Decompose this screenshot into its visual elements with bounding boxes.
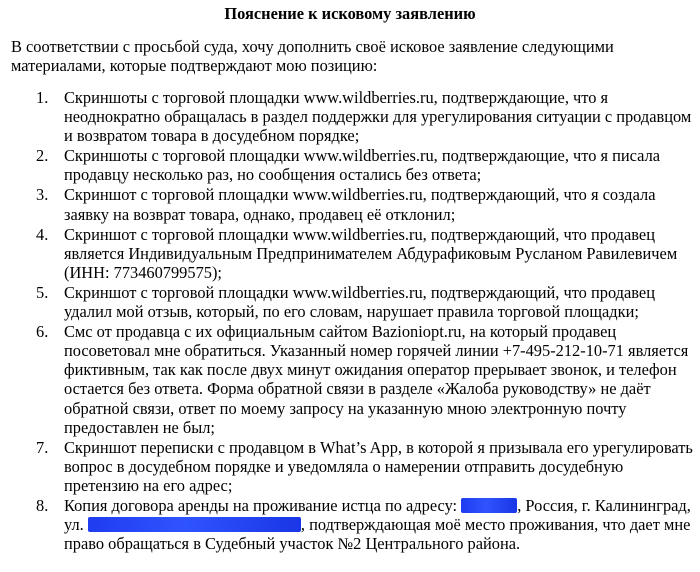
list-item	[0, 322, 700, 437]
item-text: Скриншот с торговой площадки www.wildberries.ru, подтверждающий, что я создала заявку на возврат товара, однако, продавец её отклонил;	[64, 185, 656, 224]
item-text: Скриншот с торговой площадки www.wildberries.ru, подтверждающий, что продавец является Индивидуальным Предпринимателем Абдурафиковым Русланом Равилевичем (ИНН: 773460799575);	[64, 224, 678, 282]
item-number: 7.	[36, 437, 49, 457]
item-text: Скриншот с торговой площадки www.wildberries.ru, подтверждающий, что продавец удалил мой отзыв, который, по его словам, нарушает правила торговой площадки;	[64, 282, 655, 322]
item-number: 5.	[36, 282, 49, 302]
document-title: Пояснение к исковому заявлению	[224, 4, 476, 23]
item-number: 4.	[36, 224, 49, 244]
list-item	[0, 283, 700, 321]
materials-list	[0, 88, 700, 553]
item-text: Скриншот переписки с продавцом в What’s App, в которой я призывала его урегулировать вопрос в досудебном порядке и уведомляла о намерении отправить досудебную претензию на его адрес;	[64, 437, 693, 495]
item-number: 6.	[36, 322, 49, 342]
item-number: 8.	[36, 495, 49, 515]
item-number: 2.	[36, 146, 49, 166]
redaction-mark	[88, 517, 301, 532]
item-text-part: Копия договора аренды на проживание истца по адресу:	[64, 495, 462, 515]
list-item	[0, 146, 700, 184]
item-number: 3.	[36, 185, 49, 205]
item-text: Скриншоты с торговой площадки www.wildberries.ru, подтверждающие, что я писала продавцу несколько раз, но сообщения остались без ответа;	[64, 146, 661, 185]
item-number: 1.	[36, 88, 49, 107]
list-item	[0, 225, 700, 282]
intro-paragraph: В соответствии с просьбой суда, хочу дополнить своё исковое заявление следующими материалами, которые подтверждают мою позицию:	[11, 37, 614, 76]
redaction-mark	[461, 498, 517, 513]
list-item	[0, 88, 700, 145]
item-text: Смс от продавца с их официальным сайтом Bazioniopt.ru, на который продавец посоветовал мне обратиться. Указанный номер горячей линии +7-495-212-10-71 является фиктивным, так как после двух минут ожидания оператор прерывает звонок, и телефон остается без ответа. Форма обратной связи в разделе «Жалоба руководству» не даёт обратной связи, ответ по моему запросу на указанную мною электронную почту предоставлен не был;	[64, 322, 689, 437]
item-text: Скриншоты с торговой площадки www.wildberries.ru, подтверждающие, что я неоднократно обращалась в раздел поддержки для урегулирования ситуации с продавцом и возвратом товара в досудебном порядке;	[64, 88, 692, 146]
list-item	[0, 438, 700, 495]
item-text-part: , подтверждающая моё место проживания, что дает мне право обращаться в Судебный участок №2 Центрального района.	[64, 515, 691, 554]
item-text-part: , Россия, г. Калининград, ул.	[64, 495, 691, 535]
item-text	[64, 496, 694, 553]
list-item	[0, 496, 700, 553]
list-item	[0, 185, 700, 223]
